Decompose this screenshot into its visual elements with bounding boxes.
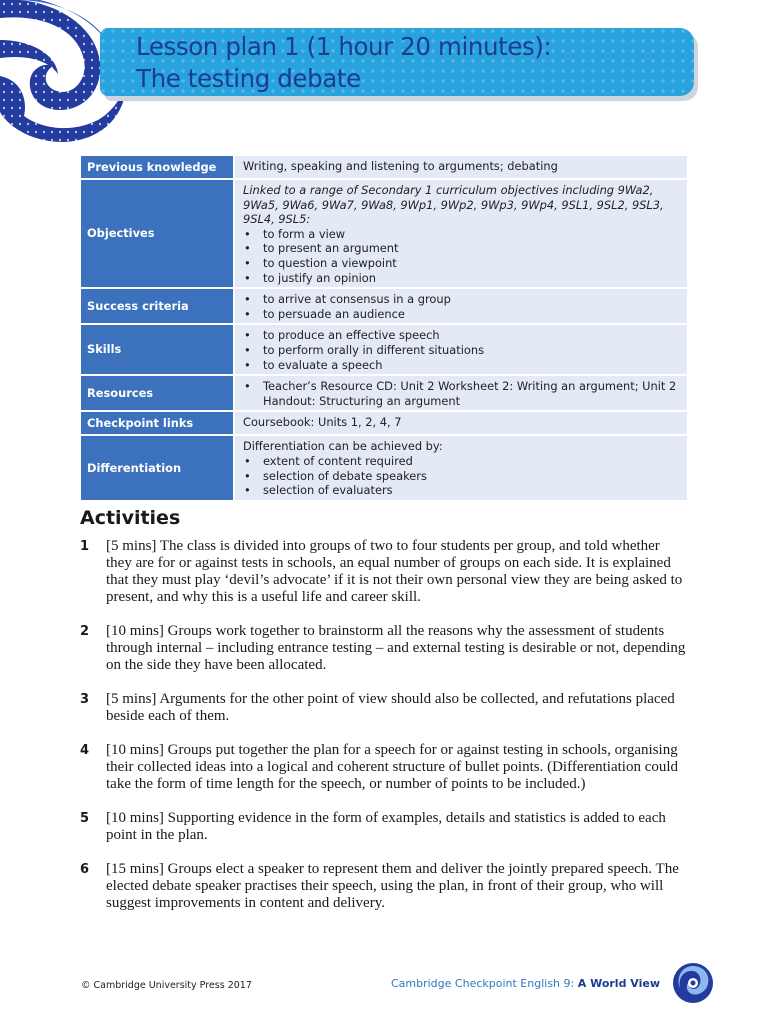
list-item: • Teacher’s Resource CD: Unit 2 Worksheet 2: Writing an argument; Unit 2 Handout: Structuring an argument	[243, 379, 679, 408]
table-row-success-criteria	[81, 289, 687, 323]
row-value: Coursebook: Units 1, 2, 4, 7	[233, 412, 687, 434]
copyright-notice: © Cambridge University Press 2017	[81, 980, 252, 991]
row-label: Success criteria	[81, 289, 233, 323]
differentiation-list	[243, 454, 679, 498]
activity-number: 6	[80, 862, 90, 877]
table-row-previous-knowledge	[81, 156, 687, 178]
activity-item	[80, 691, 686, 725]
table-row-checkpoint-links	[81, 412, 687, 434]
lesson-info-table	[81, 154, 687, 502]
activity-number: 5	[80, 811, 90, 826]
list-item: • to justify an opinion	[243, 271, 679, 286]
list-item: • selection of debate speakers	[243, 469, 679, 484]
activity-item	[80, 742, 686, 793]
book-title: A World View	[577, 977, 660, 990]
list-item: • to persuade an audience	[243, 307, 679, 322]
table-row-skills	[81, 325, 687, 374]
success-criteria-list	[243, 292, 679, 321]
activity-item	[80, 623, 686, 674]
list-item: • to question a viewpoint	[243, 256, 679, 271]
activity-text: [10 mins] Groups work together to brainstorm all the reasons why the assessment of students through internal – including entrance testing – and external testing is desirable or not, depending on the side they have been allocated.	[106, 623, 686, 673]
table-row-resources	[81, 376, 687, 410]
activities-heading: Activities	[80, 507, 181, 529]
series-name: Cambridge Checkpoint English 9:	[390, 977, 575, 990]
objectives-intro: Linked to a range of Secondary 1 curriculum objectives including 9Wa2, 9Wa5, 9Wa6, 9Wa7, 9Wa8, 9Wp1, 9Wp2, 9Wp3, 9Wp4, 9SL1, 9SL2, 9SL3, 9SL4, 9SL5:	[243, 183, 664, 227]
row-value	[233, 376, 687, 410]
row-label: Differentiation	[81, 436, 233, 499]
activity-item	[80, 538, 686, 606]
list-item: • to form a view	[243, 227, 679, 242]
list-item: • to present an argument	[243, 241, 679, 256]
row-label: Objectives	[81, 180, 233, 287]
activity-number: 1	[80, 539, 90, 554]
page-title-line2: The testing debate	[136, 64, 361, 93]
resources-list	[243, 379, 679, 408]
list-item: • to evaluate a speech	[243, 358, 679, 373]
list-item: • selection of evaluaters	[243, 483, 679, 498]
swirl-footer-icon	[672, 962, 714, 1004]
list-item: • to arrive at consensus in a group	[243, 292, 679, 307]
activity-item	[80, 810, 686, 844]
list-item: • to produce an effective speech	[243, 328, 679, 343]
activity-text: [15 mins] Groups elect a speaker to represent them and deliver the jointly prepared speech. The elected debate speaker practises their speech, using the plan, in front of their group, who will suggest improvements in content and delivery.	[106, 861, 679, 911]
row-value: Writing, speaking and listening to arguments; debating	[233, 156, 687, 178]
table-row-differentiation	[81, 436, 687, 499]
differentiation-intro: Differentiation can be achieved by:	[243, 439, 443, 454]
row-label: Skills	[81, 325, 233, 374]
list-item: • to perform orally in different situations	[243, 343, 679, 358]
row-value	[233, 180, 687, 287]
page-title-line1: Lesson plan 1 (1 hour 20 minutes):	[136, 32, 552, 61]
skills-list	[243, 328, 679, 372]
page-title	[136, 31, 676, 95]
activity-number: 4	[80, 743, 90, 758]
activity-item	[80, 861, 686, 912]
row-label: Checkpoint links	[81, 412, 233, 434]
activity-number: 3	[80, 692, 90, 707]
table-row-objectives	[81, 180, 687, 287]
row-label: Previous knowledge	[81, 156, 233, 178]
objectives-list	[243, 227, 679, 285]
activity-text: [10 mins] Groups put together the plan for a speech for or against testing in schools, organising their collected ideas into a logical and coherent structure of bullet points. (Differentiation could take the form of time length for the speech, or number of points to be included.)	[106, 742, 679, 792]
activities-list	[80, 538, 686, 912]
activity-text: [5 mins] The class is divided into groups of two to four students per group, and told whether they are for or against tests in schools, an equal number of groups on each side. It is explained that they must play ‘devil’s advocate’ if it is not their own personal view they are being asked to present, and why this is a useful life and career skill.	[106, 538, 683, 605]
list-item: • extent of content required	[243, 454, 679, 469]
activity-number: 2	[80, 624, 90, 639]
row-value	[233, 436, 687, 499]
activity-text: [10 mins] Supporting evidence in the form of examples, details and statistics is added to each point in the plan.	[106, 810, 666, 843]
row-label: Resources	[81, 376, 233, 410]
book-series-label	[391, 977, 660, 990]
row-value	[233, 325, 687, 374]
activity-text: [5 mins] Arguments for the other point of view should also be collected, and refutations placed beside each of them.	[106, 691, 675, 724]
row-value	[233, 289, 687, 323]
